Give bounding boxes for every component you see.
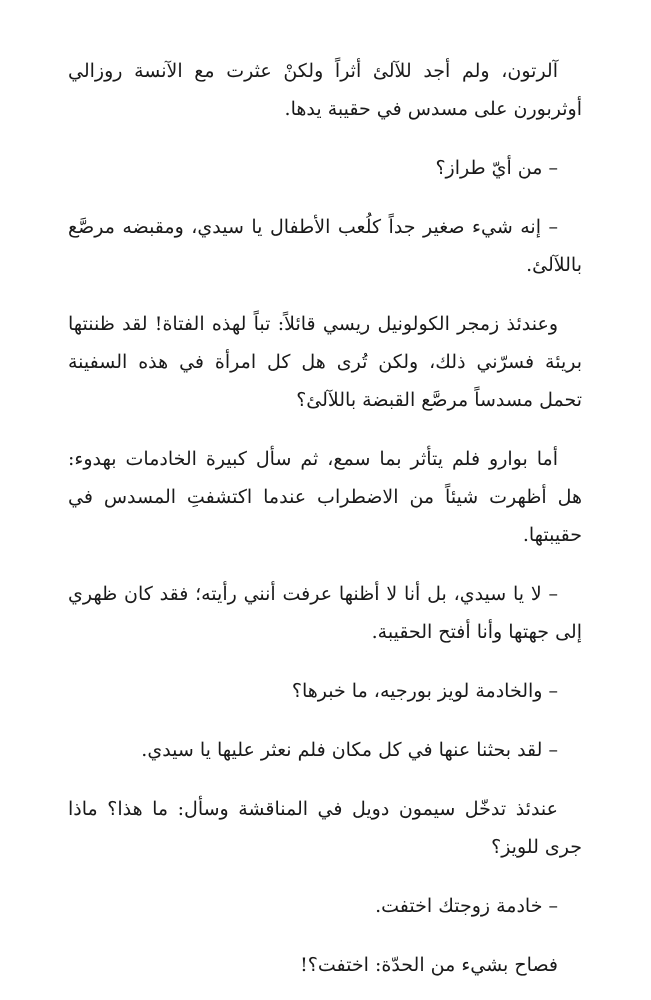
paragraph-simon-intervenes: عندئذ تدخّل سيمون دويل في المناقشة وسأل: ما هذا؟ ماذا جرى للويز؟	[68, 798, 582, 858]
paragraph-maid-vanished: – خادمة زوجتك اختفت.	[375, 895, 558, 917]
paragraph-louise-question: – والخادمة لويز بورجيه، ما خبرها؟	[291, 680, 558, 702]
paragraph-question-type: – من أيّ طراز؟	[435, 157, 558, 179]
paragraph-colonel-race: وعندئذ زمجر الكولونيل ريسي قائلاً: تباً لهذه الفتاة! لقد ظننتها بريئة فسرّني ذلك، ولكن تُرى هل كل امرأة في هذه السفينة تحمل مسدساً مرصَّع القبضة باللآلئ؟	[68, 313, 582, 411]
paragraph-louise-missing: – لقد بحثنا عنها في كل مكان فلم نعثر عليها يا سيدي.	[141, 739, 558, 761]
paragraph-exclamation: فصاح بشيء من الحدّة: اختفت؟!	[300, 954, 558, 976]
book-page	[68, 52, 582, 984]
paragraph-search-results: آلرتون، ولم أجد للآلئ أثراً ولكنْ عثرت مع الآنسة روزالي أوثربورن على مسدس في حقيبة يدها.	[68, 60, 582, 120]
paragraph-poirot-asks: أما بوارو فلم يتأثر بما سمع، ثم سأل كبيرة الخادمات بهدوء: هل أظهرت شيئاً من الاضطراب عندما اكتشفتِ المسدس في حقيبتها.	[68, 448, 582, 546]
paragraph-answer-toy-pistol: – إنه شيء صغير جداً كلُعب الأطفال يا سيدي، ومقبضه مرصَّع باللآلئ.	[68, 216, 582, 276]
paragraph-stewardess-reply: – لا يا سيدي، بل أنا لا أظنها عرفت أنني رأيته؛ فقد كان ظهري إلى جهتها وأنا أفتح الحقيبة.	[68, 583, 582, 643]
